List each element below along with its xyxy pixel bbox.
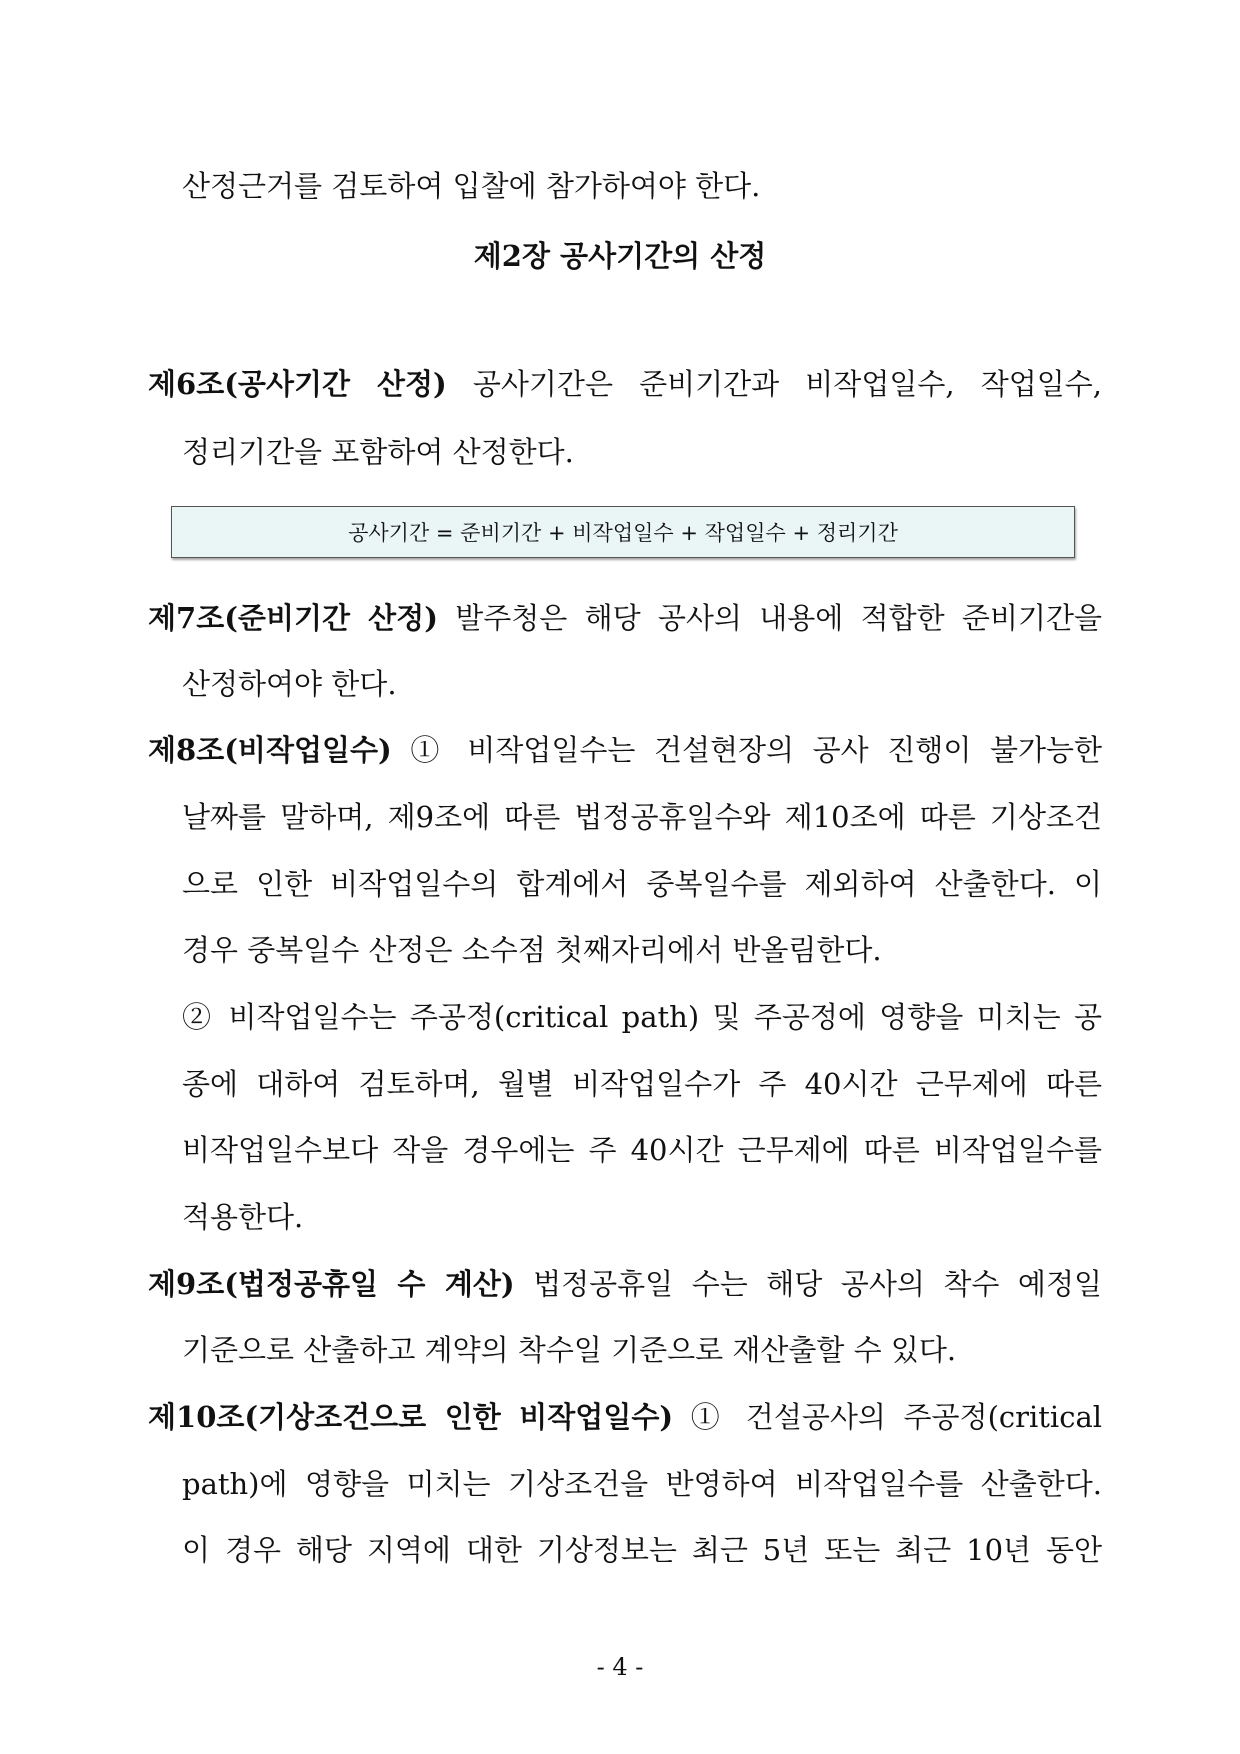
article-9-heading: 제9조(법정공휴일 수 계산) — [148, 1267, 515, 1301]
article-7-text: 발주청은 해당 공사의 내용에 적합한 준비기간을 — [437, 601, 1102, 635]
article-8-line-7: 비작업일수보다 작을 경우에는 주 40시간 근무제에 따른 비작업일수를 — [182, 1133, 1102, 1167]
article-10-heading: 제10조(기상조건으로 인한 비작업일수) — [148, 1400, 674, 1434]
article-8-line-6: 종에 대하여 검토하며, 월별 비작업일수가 주 40시간 근무제에 따른 — [182, 1067, 1102, 1101]
article-7-heading: 제7조(준비기간 산정) — [148, 601, 438, 635]
article-8-line-4: 경우 중복일수 산정은 소수점 첫째자리에서 반올림한다. — [182, 933, 882, 967]
article-6-text: 공사기간은 준비기간과 비작업일수, 작업일수, — [446, 367, 1102, 401]
article-9-text: 법정공휴일 수는 해당 공사의 착수 예정일 — [514, 1267, 1102, 1301]
article-6-heading: 제6조(공사기간 산정) — [148, 367, 447, 401]
article-10-line-2: path)에 영향을 미치는 기상조건을 반영하여 비작업일수를 산출한다. — [182, 1467, 1102, 1501]
formula-text: 공사기간 = 준비기간 + 비작업일수 + 작업일수 + 정리기간 — [348, 521, 898, 545]
article-10-line-1 — [148, 1397, 1102, 1437]
page-number: - 4 - — [596, 1653, 644, 1681]
article-6-line-1 — [148, 364, 1102, 404]
article-9-line-2: 기준으로 산출하고 계약의 착수일 기준으로 재산출할 수 있다. — [182, 1333, 957, 1367]
article-10-line-3: 이 경우 해당 지역에 대한 기상정보는 최근 5년 또는 최근 10년 동안 — [182, 1533, 1102, 1567]
formula-box — [171, 506, 1075, 558]
article-8-line-5: ② 비작업일수는 주공정(critical path) 및 주공정에 영향을 미치는 공 — [182, 1000, 1102, 1034]
article-10-text: ① 건설공사의 주공정(critical — [673, 1400, 1103, 1434]
article-8-heading: 제8조(비작업일수) — [148, 733, 392, 767]
carry-over-line: 산정근거를 검토하여 입찰에 참가하여야 한다. — [182, 169, 761, 203]
chapter-heading: 제2장 공사기간의 산정 — [473, 239, 767, 273]
article-8-line-8: 적용한다. — [182, 1200, 304, 1234]
article-8-line-1 — [148, 730, 1102, 770]
article-7-line-1 — [148, 598, 1102, 638]
article-6-line-2: 정리기간을 포함하여 산정한다. — [182, 435, 574, 469]
article-8-text: ① 비작업일수는 건설현장의 공사 진행이 불가능한 — [391, 733, 1102, 767]
article-8-line-2: 날짜를 말하며, 제9조에 따른 법정공휴일수와 제10조에 따른 기상조건 — [182, 800, 1102, 834]
article-8-line-3: 으로 인한 비작업일수의 합계에서 중복일수를 제외하여 산출한다. 이 — [182, 867, 1102, 901]
article-9-line-1 — [148, 1264, 1102, 1304]
article-7-line-2: 산정하여야 한다. — [182, 667, 397, 701]
